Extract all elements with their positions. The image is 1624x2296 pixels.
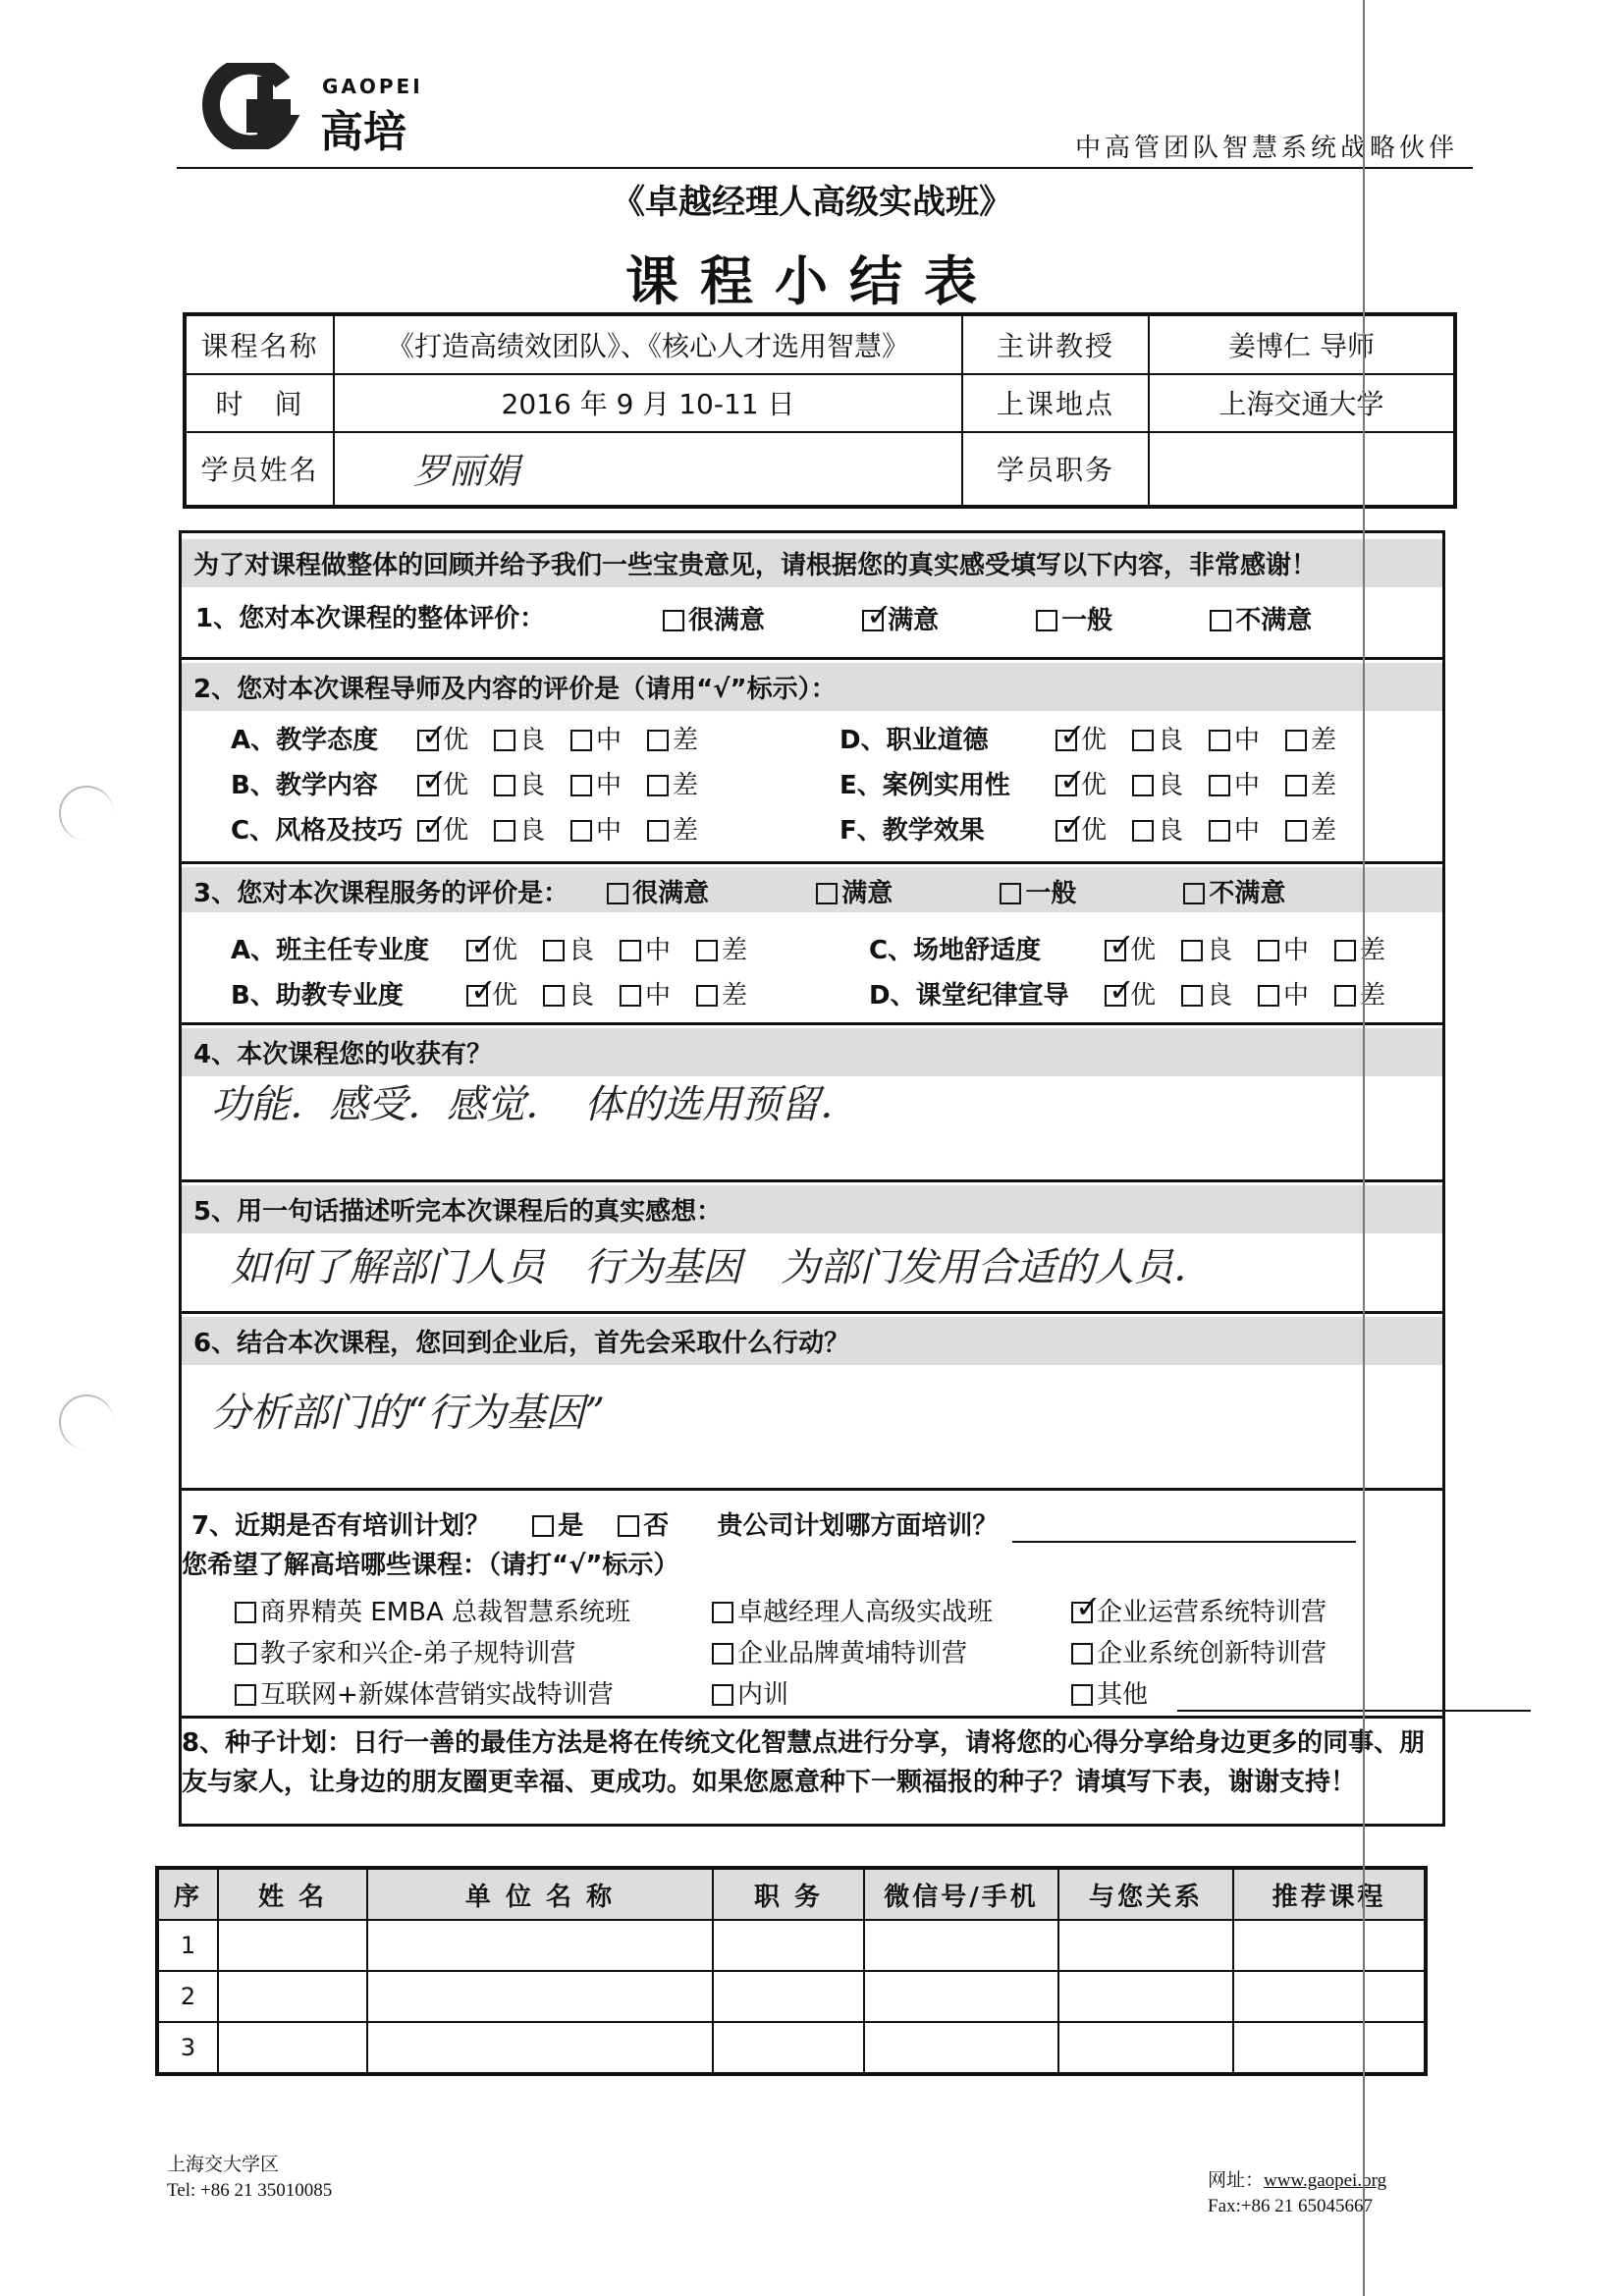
q3-grade-checkbox[interactable] <box>466 985 488 1007</box>
q2-grade-checkbox[interactable] <box>494 775 515 796</box>
q2-grade-checkbox[interactable] <box>1132 775 1154 796</box>
q3-grade-label: 差 <box>722 981 748 1011</box>
q7-which-input[interactable] <box>1012 1511 1356 1543</box>
course-name-value: 《打造高绩效团队》、《核心人才选用智慧》 <box>334 314 962 374</box>
q2-grade-checkbox[interactable] <box>1285 730 1307 751</box>
q2-grade-option <box>1285 810 1336 847</box>
q3-item-row <box>231 930 773 966</box>
q3-grade-option <box>466 975 517 1011</box>
q2-grade-checkbox[interactable] <box>494 820 515 842</box>
q3-checkbox-satisfied[interactable] <box>816 883 838 904</box>
q1-checkbox-satisfied[interactable] <box>862 610 884 631</box>
q2-item-row <box>231 810 724 847</box>
q2-grade-label: 优 <box>1081 726 1108 755</box>
q3-grade-option <box>620 930 671 966</box>
q2-grade-label: 优 <box>443 771 469 800</box>
q3-grade-label: 良 <box>1207 936 1233 965</box>
course-option <box>712 1592 993 1628</box>
footer-right <box>1208 2168 1386 2219</box>
q3-grade-checkbox[interactable] <box>696 940 718 961</box>
q2-grade-checkbox[interactable] <box>570 820 592 842</box>
divider <box>182 1022 1442 1025</box>
q2-grade-label: 良 <box>519 771 546 800</box>
q1-option-label: 不满意 <box>1235 606 1313 635</box>
scan-line <box>1363 0 1365 2296</box>
seed-plan-table <box>155 1866 1428 2076</box>
q1-option-label: 很满意 <box>688 606 766 635</box>
seed-table-header: 序 <box>157 1868 218 1920</box>
student-position-label: 学员职务 <box>962 432 1149 507</box>
q2-grade-checkbox[interactable] <box>1209 730 1230 751</box>
course-label: 卓越经理人高级实战班 <box>737 1598 994 1627</box>
course-label: 教子家和兴企-弟子规特训营 <box>260 1639 576 1668</box>
q2-grade-checkbox[interactable] <box>1132 730 1154 751</box>
fax-text: Fax:+86 21 65045667 <box>1208 2196 1373 2216</box>
row-number: 3 <box>157 2022 218 2074</box>
q3-grade-option <box>696 930 747 966</box>
form-title: 课程小结表 <box>625 250 999 312</box>
q2-grade-label: 中 <box>1234 726 1261 755</box>
q2-grade-label: 优 <box>443 726 469 755</box>
course-checkbox[interactable] <box>235 1602 256 1623</box>
q3-item-label: B、助教专业度 <box>231 981 404 1011</box>
q2-grade-checkbox[interactable] <box>647 730 669 751</box>
q1-checkbox-dissatisfied[interactable] <box>1210 610 1231 631</box>
q2-item-row <box>839 720 1362 756</box>
q2-grade-option <box>1056 765 1107 801</box>
course-label: 其他 <box>1097 1680 1149 1710</box>
q3-grade-label: 优 <box>1130 936 1157 965</box>
q7-row <box>191 1505 1356 1543</box>
q2-grade-option <box>647 765 698 801</box>
q3-checkbox-average[interactable] <box>1000 883 1021 904</box>
q3-grade-label: 差 <box>1360 981 1386 1011</box>
q3-grade-label: 中 <box>1283 981 1310 1011</box>
gaopei-logo-icon <box>196 63 304 149</box>
q2-item-row <box>231 765 724 801</box>
q2-grade-checkbox[interactable] <box>417 775 439 796</box>
q3-grade-checkbox[interactable] <box>1181 985 1203 1007</box>
campus-text: 上海交大学区 <box>167 2155 280 2175</box>
row-number: 1 <box>157 1920 218 1971</box>
course-checkbox[interactable] <box>1071 1602 1093 1623</box>
logo-text-cn: 高培 <box>320 107 406 157</box>
course-option <box>712 1674 788 1711</box>
punch-hole-mark <box>59 1394 114 1449</box>
course-title: 《卓越经理人高级实战班》 <box>612 183 1012 222</box>
q3-grade-checkbox[interactable] <box>543 985 565 1007</box>
q2-grade-checkbox[interactable] <box>1056 820 1077 842</box>
time-label: 时 间 <box>185 374 334 432</box>
q2-grade-label: 差 <box>1311 726 1337 755</box>
q2-grade-label: 差 <box>673 726 699 755</box>
q3-option-label: 一般 <box>1025 879 1077 908</box>
q6-label: 6、结合本次课程，您回到企业后，首先会采取什么行动？ <box>182 1317 1442 1365</box>
q2-grade-label: 差 <box>673 771 699 800</box>
q2-grade-option <box>1132 720 1183 756</box>
q2-grade-option <box>1056 810 1107 847</box>
seed-table-cell[interactable] <box>713 1971 864 2022</box>
q2-grade-checkbox[interactable] <box>494 730 515 751</box>
q3-label: 3、您对本次课程服务的评价是： <box>193 879 569 908</box>
seed-table-cell[interactable] <box>1058 1920 1233 1971</box>
q3-checkbox-very-satisfied[interactable] <box>607 883 628 904</box>
q3-grade-label: 差 <box>722 936 748 965</box>
q2-grade-checkbox[interactable] <box>1132 820 1154 842</box>
q3-grade-option <box>1334 975 1385 1011</box>
q2-item-label: A、教学态度 <box>231 726 379 755</box>
q2-grade-checkbox[interactable] <box>570 775 592 796</box>
seed-table-cell[interactable] <box>218 2022 367 2074</box>
q8-text: 8、种子计划：日行一善的最佳方法是将在传统文化智慧点进行分享，请将您的心得分享给身边更多的同事、朋友与家人，让身边的朋友圈更幸福、更成功。如果您愿意种下一颗福报的种子？请填写下表，谢谢支持！ <box>182 1728 1426 1797</box>
q2-grade-label: 良 <box>1158 816 1184 846</box>
course-checkbox[interactable] <box>712 1602 733 1623</box>
q2-grade-option <box>570 765 622 801</box>
q3-grade-label: 优 <box>1130 981 1157 1011</box>
course-label: 企业品牌黄埔特训营 <box>737 1639 968 1668</box>
q3-grade-checkbox[interactable] <box>1334 985 1356 1007</box>
q3-grade-label: 优 <box>492 936 518 965</box>
q3-grade-label: 良 <box>568 981 595 1011</box>
feedback-section <box>179 530 1445 1827</box>
seed-table-cell[interactable] <box>713 1920 864 1971</box>
q2-grade-checkbox[interactable] <box>1056 730 1077 751</box>
table-row <box>157 2022 1426 2074</box>
q3-grade-checkbox[interactable] <box>1105 940 1126 961</box>
course-option <box>1071 1633 1326 1669</box>
q4-answer[interactable]: 功能．感受．感觉． 体的选用预留． <box>211 1082 859 1127</box>
q2-grade-checkbox[interactable] <box>417 820 439 842</box>
q2-grade-label: 优 <box>1081 816 1108 846</box>
q7-courses-label: 您希望了解高培哪些课程：（请打“√”标示） <box>182 1551 679 1580</box>
divider <box>182 1488 1442 1491</box>
q2-grade-label: 中 <box>1234 771 1261 800</box>
q2-grade-label: 优 <box>1081 771 1108 800</box>
q2-grade-option <box>494 765 545 801</box>
q2-grade-checkbox[interactable] <box>1209 775 1230 796</box>
divider <box>182 1716 1442 1719</box>
q3-item-row <box>231 975 773 1011</box>
q3-grade-checkbox[interactable] <box>466 940 488 961</box>
q2-grade-label: 良 <box>1158 726 1184 755</box>
q2-grade-option <box>1285 720 1336 756</box>
q2-grade-checkbox[interactable] <box>1285 820 1307 842</box>
course-option <box>1071 1674 1531 1712</box>
q7-no-checkbox[interactable] <box>618 1515 639 1537</box>
q2-grade-option <box>647 810 698 847</box>
q7-no-label: 否 <box>643 1511 670 1541</box>
time-value: 2016 年 9 月 10-11 日 <box>334 374 962 432</box>
q2-grade-option <box>1056 720 1107 756</box>
seed-table-header: 单 位 名 称 <box>367 1868 713 1920</box>
q2-grade-checkbox[interactable] <box>570 730 592 751</box>
seed-table-cell[interactable] <box>1233 1920 1426 1971</box>
seed-table-cell[interactable] <box>367 1971 713 2022</box>
q2-grade-label: 中 <box>596 771 623 800</box>
q2-grade-option <box>570 720 622 756</box>
seed-table-cell[interactable] <box>864 1971 1058 2022</box>
q3-item-label: A、班主任专业度 <box>231 936 430 965</box>
q2-grade-option <box>494 810 545 847</box>
q3-grade-checkbox[interactable] <box>696 985 718 1007</box>
q4-label: 4、本次课程您的收获有？ <box>182 1028 1442 1076</box>
q2-grade-checkbox[interactable] <box>1056 775 1077 796</box>
q2-grade-option <box>1132 765 1183 801</box>
course-label: 内训 <box>737 1680 789 1710</box>
location-label: 上课地点 <box>962 374 1149 432</box>
q3-grade-option <box>543 930 594 966</box>
q3-grade-checkbox[interactable] <box>620 940 641 961</box>
q2-grade-option <box>570 810 622 847</box>
q3-item-row <box>869 975 1411 1011</box>
table-row <box>157 1971 1426 2022</box>
seed-table-cell[interactable] <box>1233 2022 1426 2074</box>
q2-grade-label: 中 <box>596 726 623 755</box>
q2-item-label: D、职业道德 <box>839 726 989 755</box>
q1-label: 1、您对本次课程的整体评价： <box>195 604 546 633</box>
q3-grade-option <box>1105 930 1156 966</box>
q1-option-label: 满意 <box>888 606 940 635</box>
divider <box>182 657 1442 660</box>
q1-checkbox-average[interactable] <box>1036 610 1057 631</box>
q2-grade-label: 差 <box>1311 816 1337 846</box>
q3-grade-label: 差 <box>1360 936 1386 965</box>
table-row <box>157 1920 1426 1971</box>
course-label: 企业运营系统特训营 <box>1097 1598 1327 1627</box>
lecturer-value: 姜博仁 导师 <box>1149 314 1455 374</box>
q2-item-row <box>231 720 724 756</box>
seed-table-cell[interactable] <box>367 2022 713 2074</box>
q2-item-label: C、风格及技巧 <box>231 816 404 846</box>
seed-table-cell[interactable] <box>1058 2022 1233 2074</box>
seed-table-cell[interactable] <box>864 1920 1058 1971</box>
q3-grade-checkbox[interactable] <box>620 985 641 1007</box>
q3-grade-option <box>1334 930 1385 966</box>
q2-grade-checkbox[interactable] <box>647 775 669 796</box>
q3-grade-label: 优 <box>492 981 518 1011</box>
q3-item-label: D、课堂纪律宣导 <box>869 981 1069 1011</box>
seed-table-cell[interactable] <box>713 2022 864 2074</box>
q3-grade-option <box>1181 930 1232 966</box>
course-label: 商界精英 EMBA 总裁智慧系统班 <box>260 1598 631 1627</box>
q2-grade-option <box>1285 765 1336 801</box>
q2-grade-option <box>417 765 468 801</box>
q1-checkbox-very-satisfied[interactable] <box>663 610 684 631</box>
q2-grade-label: 良 <box>519 726 546 755</box>
course-name-label: 课程名称 <box>185 314 334 374</box>
student-name-signature: 罗丽娟 <box>334 432 962 507</box>
q2-grade-label: 良 <box>519 816 546 846</box>
q2-grade-label: 差 <box>673 816 699 846</box>
course-option <box>235 1633 575 1669</box>
q2-grade-option <box>417 810 468 847</box>
q3-grade-option <box>620 975 671 1011</box>
q7-which-label: 贵公司计划哪方面培训？ <box>717 1511 999 1541</box>
header-divider <box>177 167 1473 169</box>
q7-yes-checkbox[interactable] <box>532 1515 554 1537</box>
logo-text-en: GAOPEI <box>322 75 423 98</box>
divider <box>182 1311 1442 1314</box>
course-info-table <box>183 312 1457 509</box>
q2-grade-option <box>1209 720 1260 756</box>
seed-table-cell[interactable] <box>864 2022 1058 2074</box>
student-name-label: 学员姓名 <box>185 432 334 507</box>
course-option <box>235 1674 614 1711</box>
q2-grade-label: 良 <box>1158 771 1184 800</box>
q3-grade-checkbox[interactable] <box>1105 985 1126 1007</box>
q2-grade-option <box>1132 810 1183 847</box>
course-checkbox[interactable] <box>1071 1684 1093 1706</box>
seed-table-header: 微信号/手机 <box>864 1868 1058 1920</box>
q6-answer[interactable]: 分析部门的“行为基因” <box>211 1391 605 1436</box>
q2-grade-checkbox[interactable] <box>417 730 439 751</box>
q2-item-label: B、教学内容 <box>231 771 378 800</box>
course-checkbox[interactable] <box>712 1643 733 1665</box>
footer-left <box>167 2153 332 2204</box>
q1-options <box>663 600 1337 636</box>
seed-table-cell[interactable] <box>218 1971 367 2022</box>
q3-option-label: 很满意 <box>632 879 710 908</box>
other-course-input[interactable] <box>1177 1680 1531 1712</box>
q2-grade-label: 优 <box>443 816 469 846</box>
course-checkbox[interactable] <box>712 1684 733 1706</box>
q1-option-label: 一般 <box>1061 606 1113 635</box>
seed-table-header: 职 务 <box>713 1868 864 1920</box>
q2-item-row <box>839 810 1362 847</box>
seed-table-header: 推荐课程 <box>1233 1868 1426 1920</box>
q3-grade-checkbox[interactable] <box>543 940 565 961</box>
q2-grade-option <box>1209 810 1260 847</box>
q3-label-bar <box>182 867 1442 912</box>
q3-grade-label: 良 <box>1207 981 1233 1011</box>
course-option <box>1071 1592 1326 1628</box>
course-option <box>235 1592 630 1628</box>
seed-table-cell[interactable] <box>1233 1971 1426 2022</box>
intro-text: 为了对课程做整体的回顾并给予我们一些宝贵意见，请根据您的真实感受填写以下内容，非常感谢！ <box>182 539 1442 587</box>
q2-grade-option <box>417 720 468 756</box>
course-option <box>712 1633 967 1669</box>
seed-table-cell[interactable] <box>218 1920 367 1971</box>
q3-grade-label: 良 <box>568 936 595 965</box>
seed-table-cell[interactable] <box>1058 1971 1233 2022</box>
q3-grade-checkbox[interactable] <box>1258 940 1279 961</box>
q2-item-label: E、案例实用性 <box>839 771 1010 800</box>
q5-label: 5、用一句话描述听完本次课程后的真实感想： <box>182 1185 1442 1233</box>
q3-grade-checkbox[interactable] <box>1258 985 1279 1007</box>
q2-grade-option <box>494 720 545 756</box>
row-number: 2 <box>157 1971 218 2022</box>
q2-grade-option <box>1209 765 1260 801</box>
q3-option-label: 满意 <box>841 879 893 908</box>
lecturer-label: 主讲教授 <box>962 314 1149 374</box>
student-position-value <box>1149 432 1455 507</box>
q2-grade-label: 中 <box>596 816 623 846</box>
q3-grade-option <box>1258 975 1309 1011</box>
q3-item-label: C、场地舒适度 <box>869 936 1042 965</box>
tel-text: Tel: +86 21 35010085 <box>167 2180 333 2201</box>
course-checkbox[interactable] <box>235 1684 256 1706</box>
seed-table-header: 与您关系 <box>1058 1868 1233 1920</box>
web-label: 网址： <box>1208 2170 1265 2191</box>
q3-grade-option <box>1258 930 1309 966</box>
q3-grade-checkbox[interactable] <box>1334 940 1356 961</box>
q3-grade-option <box>1181 975 1232 1011</box>
q2-grade-checkbox[interactable] <box>1209 820 1230 842</box>
course-label: 互联网+新媒体营销实战特训营 <box>260 1680 614 1710</box>
q2-grade-option <box>647 720 698 756</box>
q3-grade-checkbox[interactable] <box>1181 940 1203 961</box>
q2-label: 2、您对本次课程导师及内容的评价是（请用“√”标示）： <box>182 663 1442 711</box>
q3-grade-label: 中 <box>1283 936 1310 965</box>
website-link[interactable]: www.gaopei.org <box>1264 2170 1387 2191</box>
divider <box>182 1179 1442 1182</box>
divider <box>182 861 1442 864</box>
q3-grade-option <box>543 975 594 1011</box>
course-checkbox[interactable] <box>1071 1643 1093 1665</box>
seed-table-header: 姓 名 <box>218 1868 367 1920</box>
q3-grade-option <box>1105 975 1156 1011</box>
q2-grade-label: 差 <box>1311 771 1337 800</box>
q3-item-row <box>869 930 1411 966</box>
q7-yes-label: 是 <box>558 1511 584 1541</box>
q2-item-row <box>839 765 1362 801</box>
q2-grade-checkbox[interactable] <box>647 820 669 842</box>
location-value: 上海交通大学 <box>1149 374 1455 432</box>
q2-grade-checkbox[interactable] <box>1285 775 1307 796</box>
q2-item-label: F、教学效果 <box>839 816 985 846</box>
q3-grade-label: 中 <box>645 981 672 1011</box>
course-label: 企业系统创新特训营 <box>1097 1639 1327 1668</box>
q5-answer[interactable]: 如何了解部门人员 行为基因 为部门发用合适的人员． <box>231 1245 1213 1290</box>
q2-grade-label: 中 <box>1234 816 1261 846</box>
q3-grade-option <box>466 930 517 966</box>
seed-table-cell[interactable] <box>367 1920 713 1971</box>
slogan: 中高管团队智慧系统战略伙伴 <box>1075 134 1459 163</box>
q3-grade-option <box>696 975 747 1011</box>
q7-label: 7、近期是否有培训计划？ <box>191 1511 491 1541</box>
course-checkbox[interactable] <box>235 1643 256 1665</box>
q3-option-label: 不满意 <box>1209 879 1286 908</box>
q3-checkbox-dissatisfied[interactable] <box>1183 883 1205 904</box>
q3-grade-label: 中 <box>645 936 672 965</box>
punch-hole-mark <box>59 786 114 841</box>
